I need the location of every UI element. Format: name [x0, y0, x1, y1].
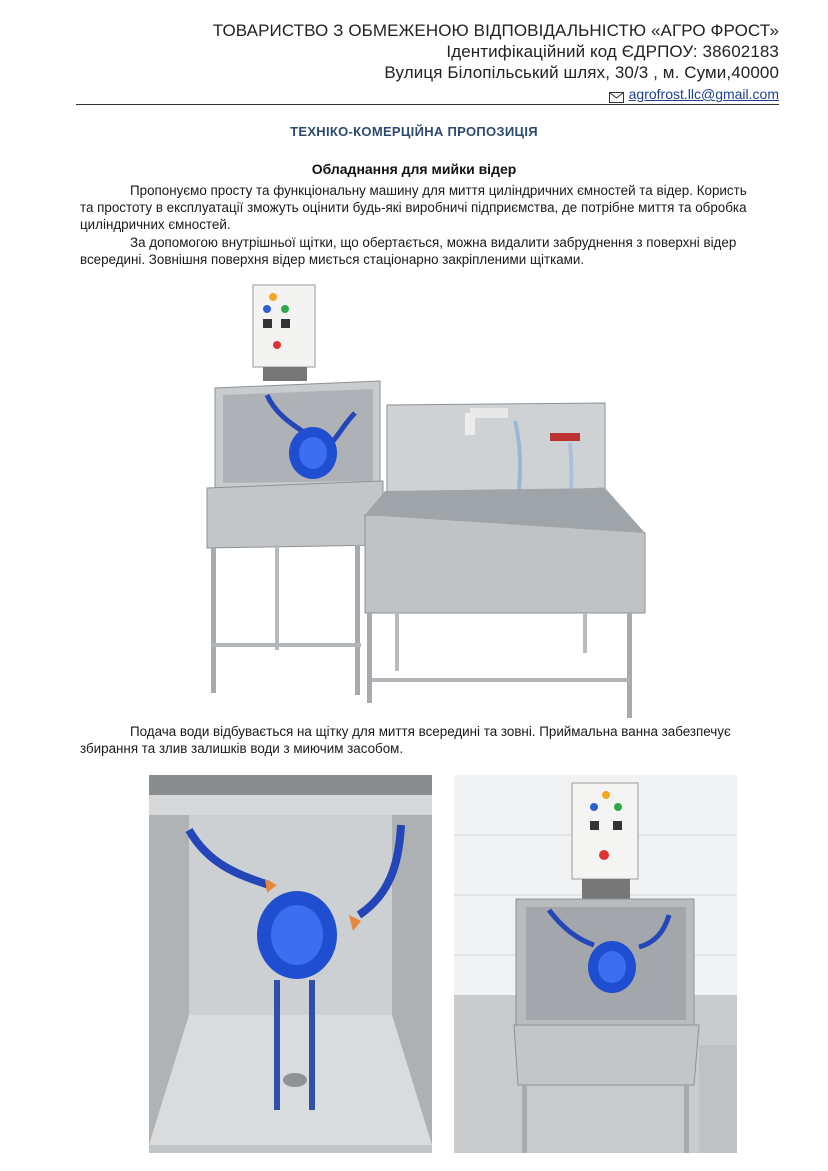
company-address: Вулиця Білопільський шлях, 30/3 , м. Суми,40000 [384, 63, 779, 82]
brush-paragraph: За допомогою внутрішньої щітки, що обертається, можна видалити забруднення з поверхні відер всередині. Зовнішня поверхня відер миється стаціонарно закріпленими щітками. [80, 235, 737, 268]
document-type: ТЕХНІКО-КОМЕРЦІЙНА ПРОПОЗИЦІЯ [290, 124, 538, 139]
edrpou-code: Ідентифікаційний код ЄДРПОУ: 38602183 [446, 42, 779, 61]
header-divider [76, 104, 779, 105]
product-photo-station [454, 775, 737, 1153]
envelope-icon [609, 89, 624, 100]
document-title: Обладнання для мийки відер [311, 161, 517, 177]
product-photo-brush-closeup [149, 775, 432, 1153]
email-row [76, 85, 779, 103]
email-link[interactable]: agrofrost.llc@gmail.com [628, 86, 779, 102]
water-supply-paragraph: Подача води відбувається на щітку для миття всередині та зовні. Приймальна ванна забезпечує збирання та злив залишків води з миючим засобом. [80, 724, 731, 757]
company-name: ТОВАРИСТВО З ОБМЕЖЕНОЮ ВІДПОВІДАЛЬНІСТЮ «АГРО ФРОСТ» [212, 21, 779, 40]
intro-paragraph: Пропонуємо просту та функціональну машину для миття циліндричних ємностей та відер. Користь та простоту в експлуатації зможуть оцінити будь-які виробничі підприємства, де потрібне миття та обробка циліндричних ємностей. [80, 183, 747, 233]
letterhead [76, 20, 779, 103]
product-photo-main [205, 283, 660, 718]
